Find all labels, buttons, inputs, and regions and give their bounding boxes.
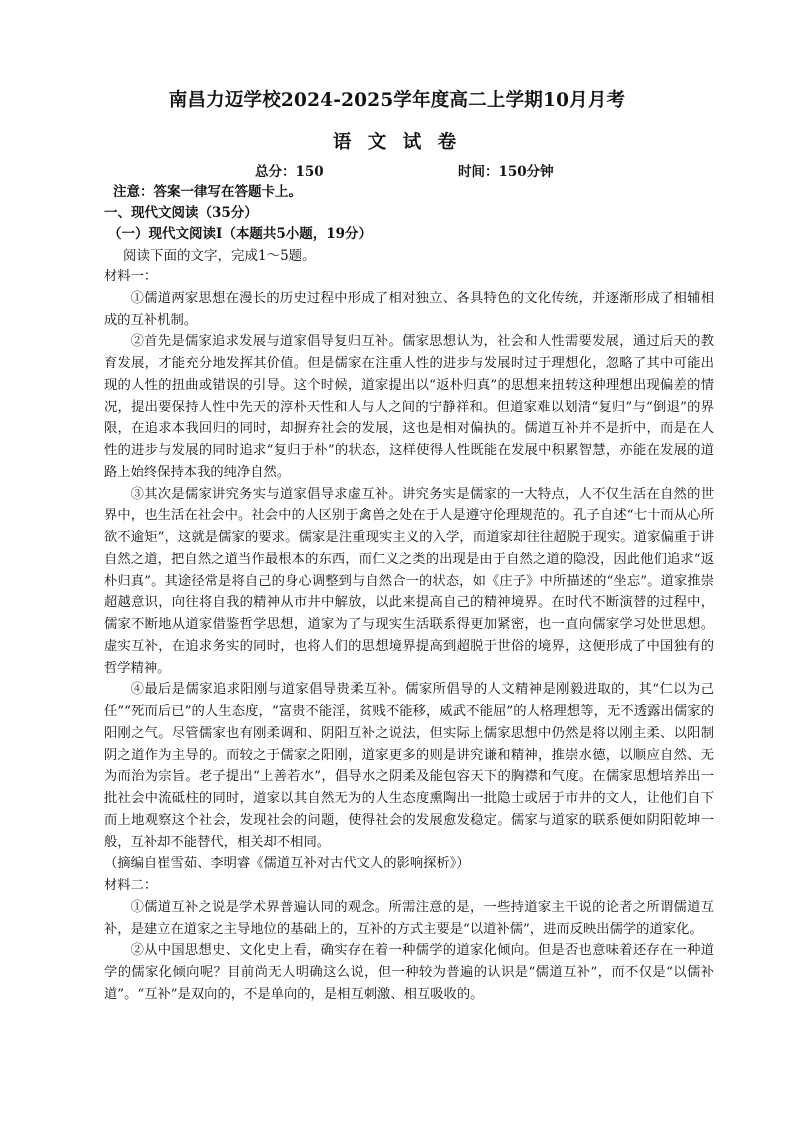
exam-subtitle: 语 文 试 卷	[332, 132, 462, 153]
material-1-label: 材料一：	[104, 269, 158, 284]
material-2-paragraph-1: ①儒道互补之说是学术界普遍认同的观念。所需注意的是，一些持道家主干说的论者之所谓儒道互补，是建立在道家之主导地位的基础上的，互补的方式主要是“以道补儒”，进而反映出儒学的道家化。	[104, 899, 714, 937]
material-1-paragraph-2: ②首先是儒家追求发展与道家倡导复归互补。儒家思想认为，社会和人性需要发展，通过后天的教育发展，才能充分地发挥其价值。但是儒家在注重人性的进步与发展时过于理想化，忽略了其中可能出现的人性的扭曲或错误的引导。这个时候，道家提出以“返朴归真”的思想来扭转这种理想出现偏差的情况，提出要保持人性中先天的淳朴天性和人与人之间的宁静祥和。但道家难以划清“复归”与“倒退”的界限，在追求本我回归的同时，却摒弃社会的发展，这也是相对偏执的。儒道互补并不是折中，而是在人性的进步与发展的同时追求“复归于朴”的状态，这样使得人性既能在发展中积累智慧，亦能在发展的道路上始终保持本我的纯净自然。	[104, 334, 714, 480]
time-limit: 时间：150分钟	[458, 164, 554, 180]
sub-section-heading: （一）现代文阅读Ⅰ（本题共5小题，19分）	[108, 226, 372, 242]
material-1-source: （摘编自崔雪茹、李明睿《儒道互补对古代文人的影响探析》）	[104, 856, 470, 872]
material-2-label: 材料二：	[104, 878, 158, 893]
reading-passage	[104, 266, 714, 1006]
material-2-paragraph-2: ②从中国思想史、文化史上看，确实存在着一种儒学的道家化倾向。但是否也意味着还存在一种道学的儒家化倾向呢？目前尚无人明确这么说，但一种较为普遍的认识是“儒道互补”，而不仅是“以儒补道”。“互补”是双向的，不是单向的，是相互刺激、相互吸收的。	[104, 943, 714, 1002]
material-1-paragraph-4: ④最后是儒家追求阳刚与道家倡导贵柔互补。儒家所倡导的人文精神是刚毅进取的，其“仁以为己任”“死而后已”的人生态度，“富贵不能淫，贫贱不能移，威武不能屈”的人格理想等，无不透露出儒家的阳刚之气。尽管儒家也有刚柔调和、阴阳互补之说法，但实际上儒家思想中仍然是将以刚主柔、以阳制阴之道作为主导的。而较之于儒家之阳刚，道家更多的则是讲究谦和精神，推崇水德，以顺应自然、无为而治为宗旨。老子提出“上善若水”，倡导水之阴柔及能包容天下的胸襟和气度。在儒家思想培养出一批社会中流砥柱的同时，道家以其自然无为的人生态度熏陶出一批隐士或居于市井的文人，让他们自下而上地观察这个社会，发现社会的问题，使得社会的发展愈发稳定。儒家与道家的联系便如阴阳乾坤一般，互补却不能替代，相关却不相同。	[104, 682, 714, 850]
material-1-paragraph-1: ①儒道两家思想在漫长的历史过程中形成了相对独立、各具特色的文化传统，并逐渐形成了相辅相成的互补机制。	[104, 290, 714, 328]
exam-title: 南昌力迈学校2024-2025学年度高二上学期10月月考	[168, 90, 626, 111]
notice: 注意：答案一律写在答题卡上。	[113, 184, 302, 200]
material-1-paragraph-3: ③其次是儒家讲究务实与道家倡导求虚互补。讲究务实是儒家的一大特点，人不仅生活在自然的世界中，也生活在社会中。社会中的人区别于禽兽之处在于人是遵守伦理规范的。孔子自述“七十而从心所欲不逾矩”，这就是儒家的要求。儒家是注重现实主义的入学，而道家却往往超脱于现实。道家偏重于讲自然之道，把自然之道当作最根本的东西，而仁义之类的出现是由于自然之道的隐没，因此他们追求“返朴归真”。其途径常是将自己的身心调整到与自然合一的状态，如《庄子》中所描述的“坐忘”。道家推崇超越意识，向往将自我的精神从市井中解放，以此来提高自己的精神境界。在时代不断演替的过程中，儒家不断地从道家借鉴哲学思想，道家为了与现实生活联系得更加紧密，也一直向儒家学习处世思想。虚实互补，在追求务实的同时，也将人们的思想境界提高到超脱于世俗的境界，这便形成了中国独有的哲学精神。	[104, 486, 714, 676]
total-score: 总分：150	[255, 164, 324, 180]
section-heading: 一、现代文阅读（35分）	[104, 205, 258, 221]
reading-instruction: 阅读下面的文字，完成1～5题。	[123, 248, 316, 264]
